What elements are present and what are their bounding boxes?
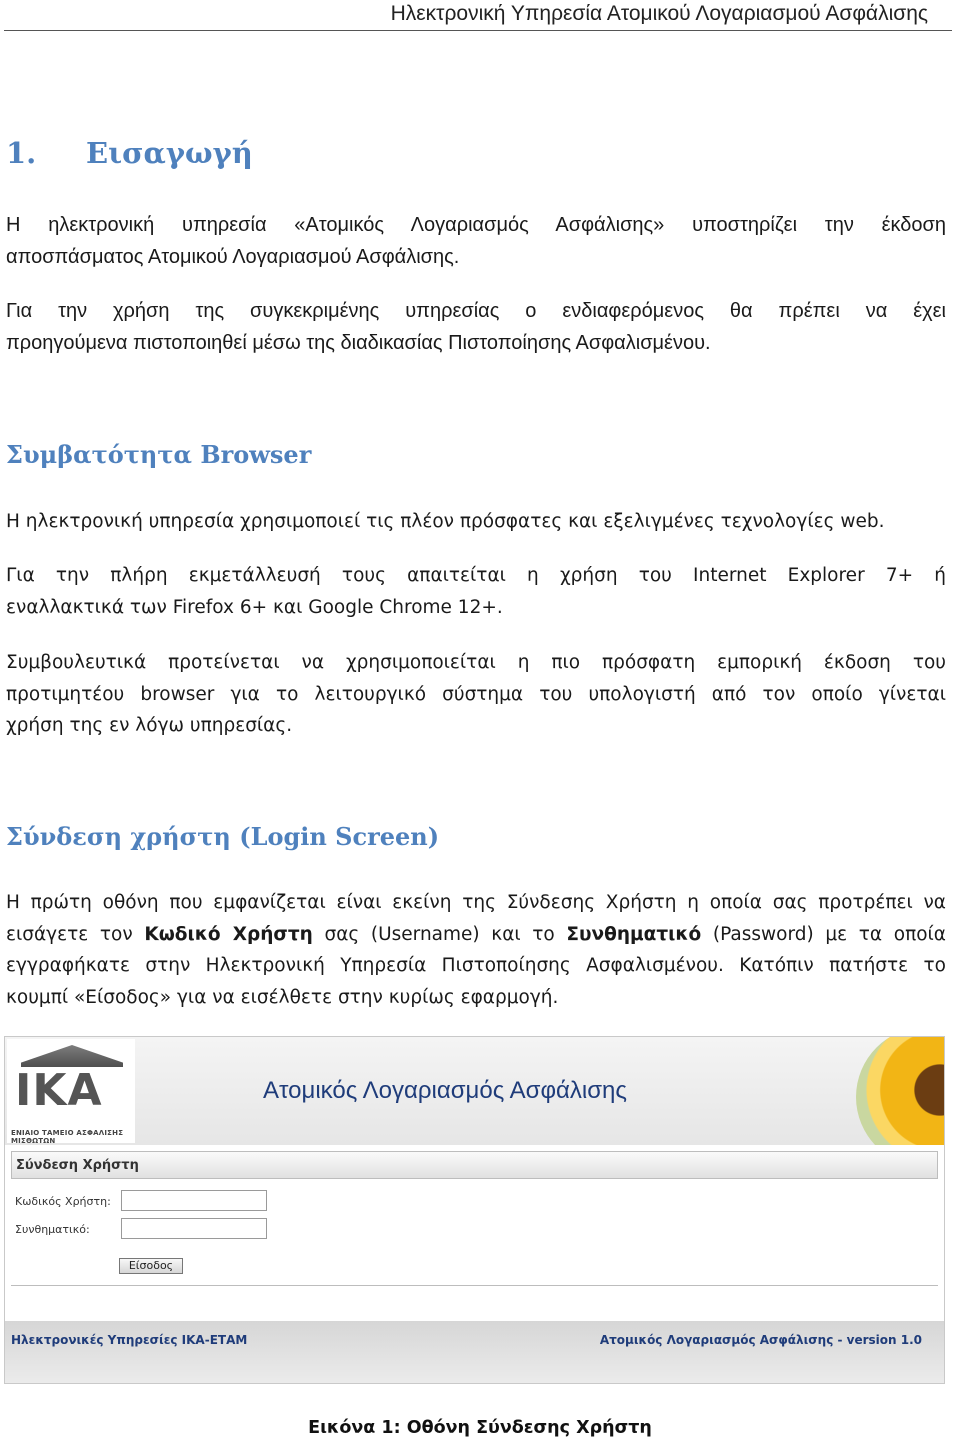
browser-paragraph-3 (6, 647, 946, 742)
app-footer (5, 1321, 944, 1383)
login-line3: εγγραφήκατε στην Ηλεκτρονική Υπηρεσία Πιστοποίησης Ασφαλισμένου. Κατόπιν πατήστε το (6, 955, 946, 976)
login-line2 (6, 919, 946, 951)
figure-caption: Εικόνα 1: Οθόνη Σύνδεσης Χρήστη (308, 1418, 652, 1438)
intro-paragraph-1 (6, 210, 946, 273)
password-input[interactable] (121, 1218, 267, 1239)
browser-p3-line3: χρήση της εν λόγω υπηρεσίας. (6, 715, 293, 736)
login-line2-text: εισάγετε τον (6, 923, 145, 945)
browser-heading: Συμβατότητα Browser (6, 440, 312, 469)
footer-left-text: Ηλεκτρονικές Υπηρεσίες ΙΚΑ-ΕΤΑΜ (11, 1333, 248, 1347)
browser-paragraph-2 (6, 560, 946, 623)
login-paragraph (6, 887, 946, 1013)
banner-title: Ατομικός Λογαριασμός Ασφάλισης (263, 1077, 627, 1104)
intro-p1-line1: Η ηλεκτρονική υπηρεσία «Ατομικός Λογαριασμός Ασφάλισης» υποστηρίζει την έκδοση (6, 214, 946, 236)
login-line4: κουμπί «Είσοδος» για να εισέλθετε στην κυρίως εφαρμογή. (6, 986, 559, 1008)
username-input[interactable] (121, 1190, 267, 1211)
login-panel-divider (11, 1285, 938, 1286)
header-divider (4, 30, 952, 31)
sunflower-image (848, 1037, 944, 1145)
browser-p2-line2: εναλλακτικά των Firefox 6+ και Google Chrome 12+. (6, 596, 503, 618)
intro-p2-line1: Για την χρήση της συγκεκριμένης υπηρεσίας ο ενδιαφερόμενος θα πρέπει να έχει (6, 300, 946, 322)
browser-paragraph-1: Η ηλεκτρονική υπηρεσία χρησιμοποιεί τις πλέον πρόσφατες και εξελιγμένες τεχνολογίες web. (6, 511, 885, 532)
running-header: Ηλεκτρονική Υπηρεσία Ατομικού Λογαριασμού Ασφάλισης (390, 2, 928, 25)
password-term: Συνθηματικό (566, 923, 702, 945)
ika-logo (7, 1039, 135, 1143)
login-heading: Σύνδεση χρήστη (Login Screen) (6, 822, 440, 851)
section-title: Εισαγωγή (86, 136, 253, 170)
username-term: Κωδικό Χρήστη (144, 923, 313, 945)
login-screenshot-figure (4, 1036, 945, 1384)
logo-subtitle: ΕΝΙΑΙΟ ΤΑΜΕΙΟ ΑΣΦΑΛΙΣΗΣ ΜΙΣΘΩΤΩΝ (11, 1129, 124, 1145)
footer-right-text: Ατομικός Λογαριασμός Ασφάλισης - version 1.0 (599, 1333, 922, 1347)
login-line1: Η πρώτη οθόνη που εμφανίζεται είναι εκείνη της Σύνδεσης Χρήστη η οποία σας προτρέπει να (6, 892, 946, 913)
username-label: Κωδικός Χρήστη: (15, 1195, 111, 1208)
browser-p2-line1: Για την πλήρη εκμετάλλευσή τους απαιτείται η χρήση του Internet Explorer 7+ ή (6, 565, 946, 586)
app-banner (5, 1037, 944, 1145)
intro-p2-line2: προηγούμενα πιστοποιηθεί μέσω της διαδικασίας Πιστοποίησης Ασφαλισμένου. (6, 331, 711, 354)
password-label: Συνθηματικό: (15, 1223, 90, 1236)
logo-text: IKA (15, 1065, 103, 1116)
browser-p3-line2: προτιμητέου browser για το λειτουργικό σύστημα του υπολογιστή από τον οποίο γίνεται (6, 683, 946, 705)
login-panel-title: Σύνδεση Χρήστη (16, 1158, 139, 1173)
login-button[interactable]: Είσοδος (119, 1258, 183, 1274)
logo-roof-icon (21, 1045, 123, 1067)
section-number: 1. (6, 136, 37, 170)
login-panel-header (11, 1151, 938, 1179)
intro-paragraph-2 (6, 296, 946, 359)
intro-p1-line2: αποσπάσματος Ατομικού Λογαριασμού Ασφάλισης. (6, 245, 460, 268)
browser-p3-line1: Συμβουλευτικά προτείνεται να χρησιμοποιείται η πιο πρόσφατη εμπορική έκδοση του (6, 652, 946, 673)
section-heading-intro (6, 136, 253, 170)
login-line2-text: σας (Username) και το (312, 923, 567, 945)
login-line2-text: (Password) με τα οποία (701, 923, 946, 945)
